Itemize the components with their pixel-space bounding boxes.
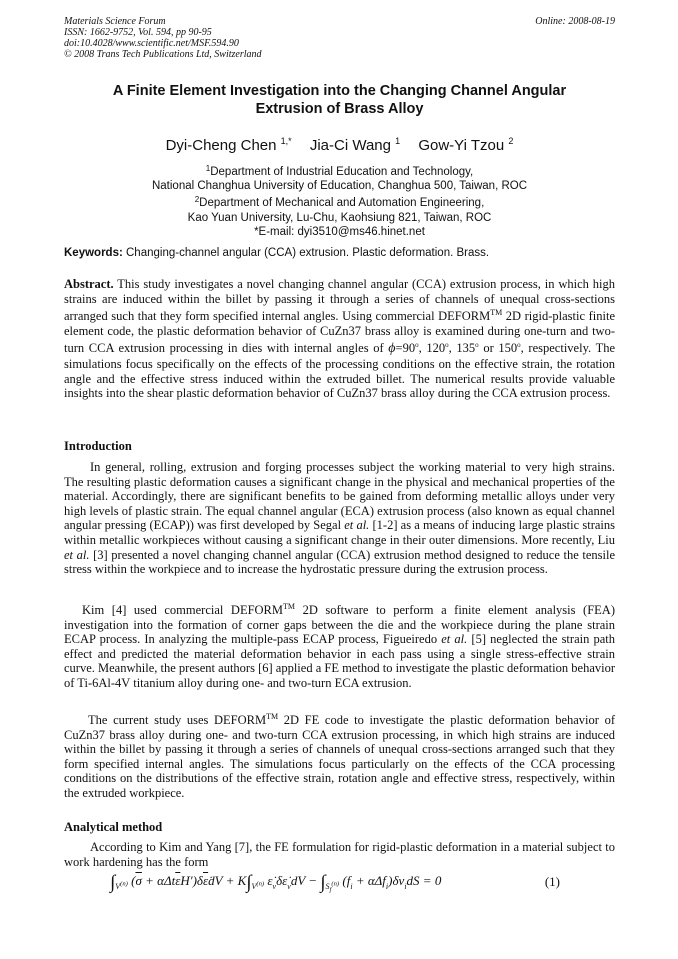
abstract-text: This study investigates a novel changing channel angular (CCA) extrusion process, in which high strains are induced within the billet by passing it through a series of channels of unequal cross-sections arranged such that they form specified internal angles. Using commercial DEFORM [64, 277, 615, 324]
degree-mark: o [445, 341, 449, 350]
phi-symbol: ϕ [388, 341, 396, 357]
affiliation-2-line-1 [64, 193, 615, 210]
author-affil-mark: 1,* [280, 136, 292, 146]
method-paragraph-1: According to Kim and Yang [7], the FE formulation for rigid-plastic deformation in a material subject to work hardening has the form [64, 840, 615, 869]
affiliation-1-line-1 [64, 162, 615, 179]
angle-value: , 120 [418, 341, 446, 356]
corresponding-email: *E-mail: dyi3510@ms46.hinet.net [254, 225, 425, 238]
angle-value: =90 [395, 341, 416, 356]
equation-1 [110, 868, 615, 894]
journal-name: Materials Science Forum [64, 16, 166, 27]
trademark-mark: TM [283, 602, 296, 611]
body-text: 2D software to perform a finite element analysis (FEA) investigation into the formation of corner gaps between the die and the workpiece during the plane strain ECAP process. In analyzing the multiple-pass ECAP process, Figueiredo [64, 603, 615, 647]
intro-paragraph-2 [64, 600, 615, 691]
keywords [64, 247, 615, 259]
abstract-text: 2D rigid-plastic finite element code, the plastic deformation behavior of CuZn37 brass alloy is examined during one-turn and two-turn CCA extrusion processing in dies with internal angles of [64, 309, 615, 356]
author-1 [166, 137, 292, 154]
author-name: Gow-Yi Tzou [418, 137, 505, 154]
author-name: Jia-Ci Wang [309, 137, 391, 154]
author-affil-mark: 2 [508, 136, 514, 146]
affil-mark: 2 [194, 195, 200, 205]
title-line-2: Extrusion of Brass Alloy [255, 101, 424, 117]
et-al: et al. [441, 632, 468, 647]
affiliation-2-line-2: Kao Yuan University, Lu-Chu, Kaohsiung 821, Taiwan, ROC [187, 211, 492, 224]
intro-paragraph-3 [64, 710, 615, 801]
body-text: [1-2] as a means of inducing large plastic strains within metallic workpieces without causing a significant change in their outer dimensions. More recently, Liu [64, 518, 615, 547]
trademark-mark: TM [266, 712, 279, 721]
angle-value: or 150 [478, 341, 518, 356]
body-text: 2D FE code to investigate the plastic deformation behavior of CuZn37 brass alloy during one- and two-turn CCA extrusion processing, in which high strains are induced within the billet by passing it through a series of channels of unequal cross-sections arranged such that they form specified internal angles. The simulations focus particularly on the effects of the CCA processing conditions on the distributions of the effective strain, rotation angle and effective stress, respectively, within the extruded workpiece. [64, 713, 615, 800]
et-al: et al. [64, 547, 90, 562]
body-text: In general, rolling, extrusion and forging processes subject the working material to very high strains. The resulting plastic deformation causes a significant change in the physical and mechanical properties of the material. Accordingly, there are significant benefits to be gained from deforming metallic alloys under very high levels of plastic strain. The equal channel angular (ECA) extrusion process (also known as equal channel angular pressing (ECAP)) was first developed by Segal [64, 460, 615, 533]
issn-line: ISSN: 1662-9752, Vol. 594, pp 90-95 [64, 27, 212, 38]
affil-text: Department of Mechanical and Automation Engineering, [199, 197, 485, 210]
abstract [64, 277, 615, 401]
keywords-label: Keywords: [64, 247, 123, 259]
title-line-1: A Finite Element Investigation into the Changing Channel Angular [112, 83, 567, 99]
et-al: et al. [344, 518, 370, 533]
body-text: [5] neglected the strain path effect and predicted the material deformation behavior in each pass using a single stress-effective strain curve. Meanwhile, the present authors [6] applied a FE method to investigate the plastic deformation behavior of Ti-6Al-4V titanium alloy during one- and two-turn ECA extrusion. [64, 632, 615, 690]
section-heading-analytical-method: Analytical method [64, 820, 163, 834]
affil-mark: 1 [205, 164, 211, 173]
intro-paragraph-1 [64, 460, 615, 577]
equation-number: (1) [544, 874, 560, 889]
affiliation-1-line-2: National Changhua University of Education, Changhua 500, Taiwan, ROC [151, 180, 528, 193]
running-header [64, 16, 262, 60]
body-text: [3] presented a novel changing channel angular (CCA) extrusion method designed to reduce the tensile stress within the workpiece and to increase the hydrostatic pressure during the extrusion process. [64, 547, 615, 577]
author-3 [418, 137, 513, 154]
angle-value: , 135 [448, 341, 476, 356]
affil-text: Department of Industrial Education and Technology, [210, 166, 474, 178]
author-list [64, 136, 615, 154]
body-text: The current study uses DEFORM [88, 713, 267, 727]
equation-formula: $\int_{V^{(n)}}$ ($\overline{\sigma}$ + αΔtε̇H′)δε̇dV + $K\int_{V^{(n)}}$ $\varepsiloṅ_v\delta\varepsiloṅ_vdV - \int_{S_f^{(n)}}$ $(f_i + \alpha\Delta f_i)\delta v_idS = 0$ [110, 872, 442, 894]
author-2 [310, 137, 400, 154]
body-text: Kim [4] used commercial DEFORM [82, 603, 284, 617]
online-date: Online: 2008-08-19 [535, 16, 615, 27]
abstract-label: Abstract. [64, 277, 114, 291]
abstract-text: , respectively. The simulations focus specifically on the effects of the processing conditions on the effective strain, the rotation angle and the effective stress induced within the extruded billet. The numerical results provide valuable insights into the shear plastic deformation behavior of CuZn37 brass alloy during the CCA extrusion process. [64, 341, 616, 401]
section-heading-introduction: Introduction [64, 439, 132, 453]
doi-line: doi:10.4028/www.scientific.net/MSF.594.90 [64, 38, 239, 49]
degree-mark: o [475, 341, 479, 350]
author-name: Dyi-Cheng Chen [165, 137, 277, 154]
paper-title [64, 82, 615, 118]
trademark-mark: TM [490, 308, 503, 318]
affiliations [64, 162, 615, 239]
keywords-text: Changing-channel angular (CCA) extrusion. Plastic deformation. Brass. [126, 247, 490, 259]
author-affil-mark: 1 [395, 136, 401, 146]
degree-mark: o [517, 341, 521, 350]
copyright-line: © 2008 Trans Tech Publications Ltd, Switzerland [64, 49, 262, 60]
degree-mark: o [415, 341, 419, 350]
